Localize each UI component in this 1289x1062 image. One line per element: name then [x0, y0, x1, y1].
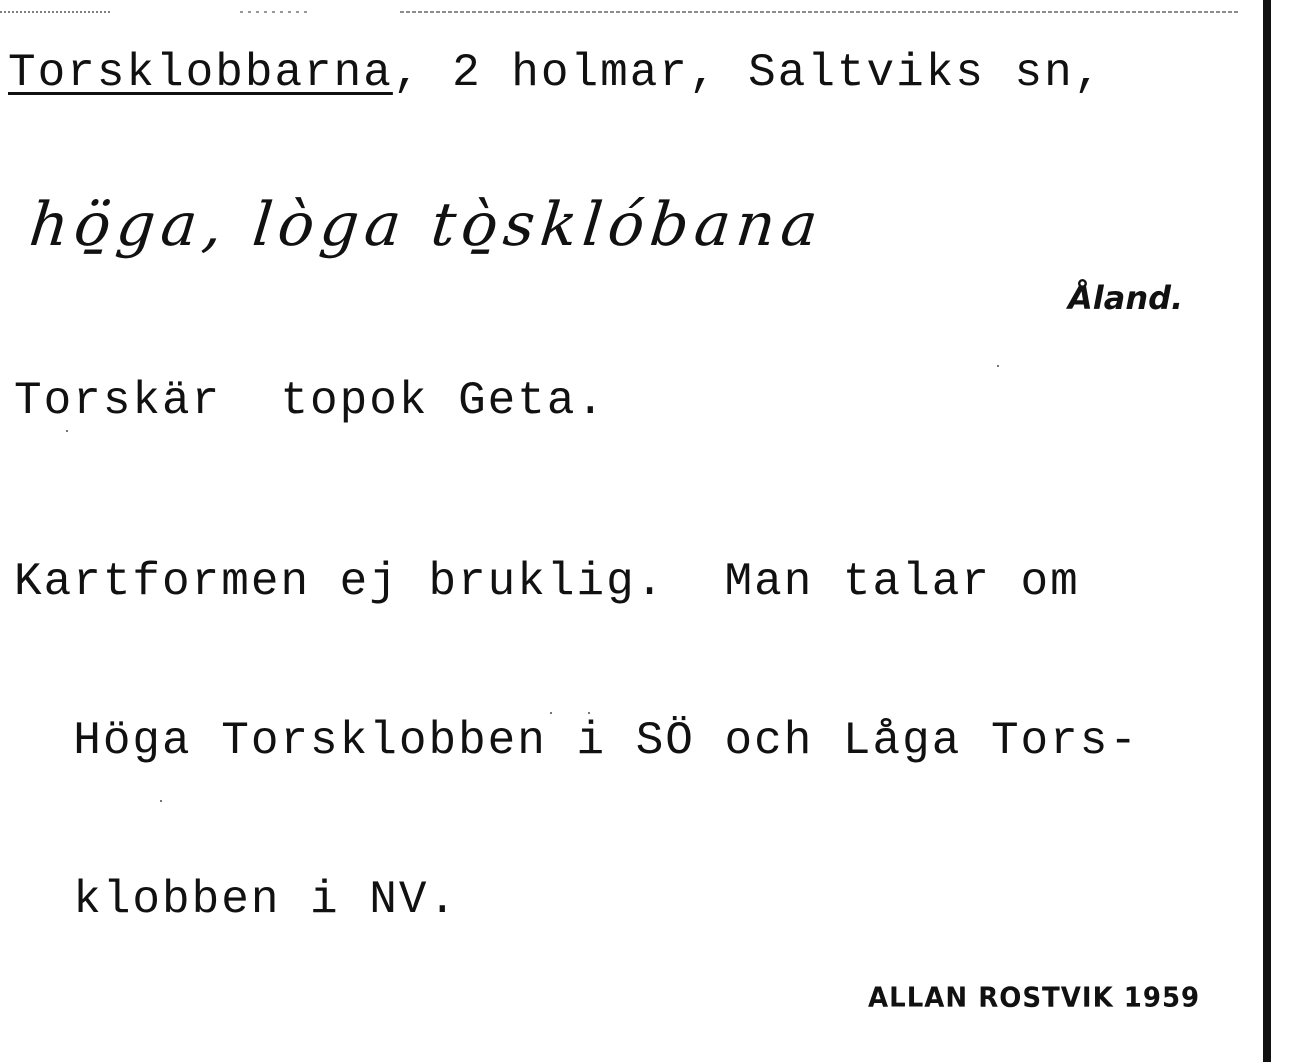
card-heading: [8, 47, 1104, 99]
region-stamp: Åland.: [1068, 279, 1184, 317]
speck: [160, 800, 162, 802]
note-line: Kartformen ej bruklig. Man talar om: [14, 556, 1080, 608]
speck: [66, 430, 68, 432]
top-edge-speckle: [0, 8, 1250, 16]
note-line: Höga Torsklobben i SÖ och Låga Tors-: [14, 715, 1139, 767]
speck: [550, 712, 552, 714]
place-description: , 2 holmar, Saltviks sn,: [392, 47, 1104, 99]
speck: [997, 365, 999, 367]
place-name: Torsklobbarna: [8, 47, 393, 99]
handwritten-pronunciation: hö̱ga, lòga tò̱sklóbana: [26, 190, 827, 260]
collector-signature-stamp: ALLAN ROSTVIK 1959: [868, 982, 1201, 1014]
alternate-name-line: Torskär topok Geta.: [14, 375, 607, 427]
right-edge-border: [1259, 0, 1275, 1062]
speck: [588, 712, 590, 714]
usage-note: [14, 450, 1139, 1033]
note-line: klobben i NV.: [14, 874, 459, 926]
